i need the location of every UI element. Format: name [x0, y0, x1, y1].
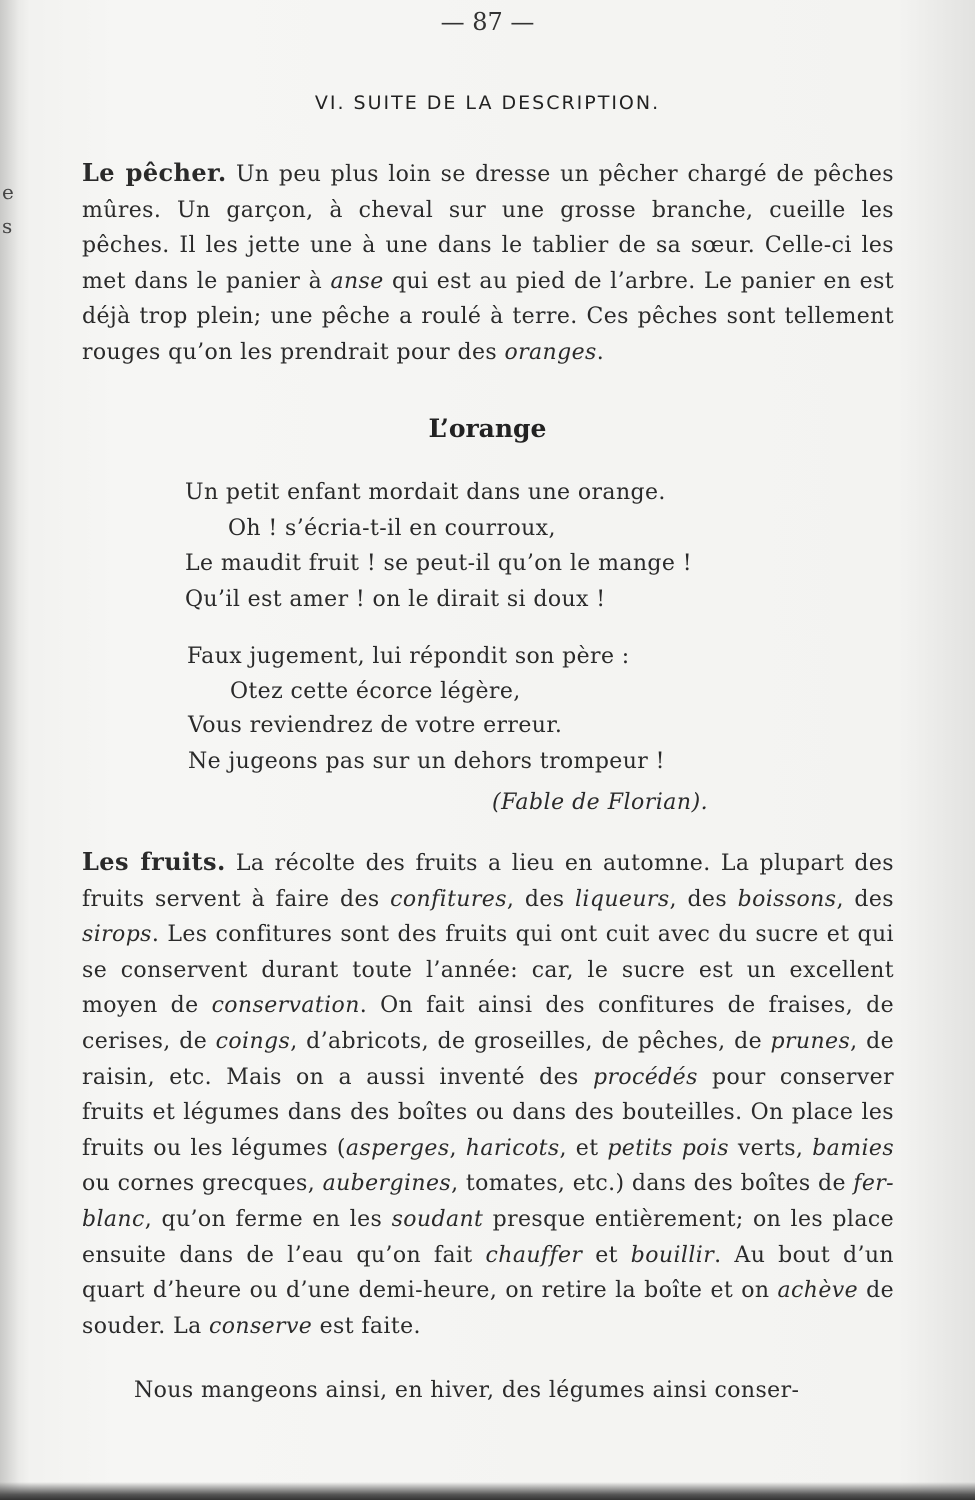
margin-fragment: s	[2, 214, 13, 238]
italic-term: chauffer	[485, 1242, 583, 1268]
poem-line: Vous reviendrez de votre erreur.	[188, 713, 563, 738]
italic-term: sirops	[82, 922, 152, 948]
section-title-peach: Le pêcher.	[82, 158, 227, 187]
italic-term: haricots	[465, 1135, 560, 1161]
paragraph-text: , qu’on ferme en les	[144, 1206, 392, 1232]
paragraph-text: ,	[449, 1135, 466, 1161]
italic-term: conservation	[211, 993, 360, 1019]
paragraph-text: pour conserver fruits et légumes dans des boîtes ou dans des bouteilles. On place les fruits ou les légumes (	[82, 1064, 894, 1161]
margin-fragment: e	[2, 180, 14, 204]
italic-term: fer-blanc	[82, 1171, 895, 1232]
section-title-fruits: Les fruits.	[82, 847, 226, 876]
paragraph-last-line: Nous mangeons ainsi, en hiver, des légumes ainsi conser-	[134, 1378, 800, 1403]
italic-term: coings	[215, 1028, 291, 1054]
paragraph-fruits	[82, 844, 894, 1344]
paragraph-text: est faite.	[312, 1313, 421, 1339]
paragraph-text: , des	[506, 886, 575, 912]
paragraph-text: ou cornes grecques,	[82, 1171, 323, 1197]
paragraph-text: .	[596, 339, 605, 365]
paragraph-text: verts,	[728, 1135, 813, 1161]
page-number: — 87 —	[440, 8, 535, 36]
paragraph-text: qui est au pied de l’arbre. Le panier en est déjà trop plein; une pêche a roulé à terre. Ces pêches sont tellement rouges qu’on les prendrait pour des	[82, 268, 894, 365]
poem-line: Le maudit fruit ! se peut-il qu’on le mange !	[185, 551, 692, 576]
poem-line: Un petit enfant mordait dans une orange.	[185, 480, 666, 505]
chapter-heading: VI. SUITE DE LA DESCRIPTION.	[314, 92, 661, 114]
italic-term: boissons	[737, 886, 837, 912]
paragraph-text: , des	[669, 886, 738, 912]
italic-term: anse	[330, 268, 384, 294]
page-bottom-edge	[0, 1482, 975, 1500]
italic-term: prunes	[770, 1028, 851, 1054]
italic-term: achève	[777, 1278, 858, 1304]
poem-line: Qu’il est amer ! on le dirait si doux !	[185, 587, 606, 612]
italic-term: liqueurs	[574, 886, 670, 912]
paragraph-text: , et	[559, 1135, 608, 1161]
italic-term: procédés	[592, 1064, 698, 1090]
italic-term: oranges	[504, 339, 597, 365]
paragraph-text: . On fait ainsi des confitures de fraises, de cerises, de	[82, 993, 894, 1054]
poem-title: L’orange	[428, 414, 547, 443]
italic-term: bamies	[812, 1135, 895, 1161]
paragraph-text: . Les confitures sont des fruits qui ont cuit avec du sucre et qui se conservent durant toute l’année: car, le sucre est un excellent moyen de	[82, 922, 894, 1019]
poem-line: Ne jugeons pas sur un dehors trompeur !	[188, 749, 665, 774]
paragraph-text: et	[582, 1242, 631, 1268]
italic-term: asperges	[345, 1135, 450, 1161]
italic-term: conserve	[209, 1313, 313, 1339]
poem-line: Faux jugement, lui répondit son père :	[187, 644, 630, 669]
italic-term: bouillir	[630, 1242, 715, 1268]
paragraph-text: , d’abricots, de groseilles, de pêches, de	[290, 1028, 771, 1054]
paragraph-text: , des	[836, 886, 894, 912]
paragraph-peach	[82, 155, 894, 371]
italic-term: petits pois	[607, 1135, 729, 1161]
paragraph-text: , tomates, etc.) dans des boîtes de	[451, 1171, 854, 1197]
poem-attribution: (Fable de Florian).	[492, 790, 709, 815]
paragraph-text: , de raisin, etc. Mais on a aussi inventé des	[82, 1028, 894, 1090]
paragraph-text: La récolte des fruits a lieu en automne. La plupart des fruits servent à faire des	[82, 851, 894, 912]
paragraph-text: de souder. La	[82, 1278, 894, 1339]
poem-line: Oh ! s’écria-t-il en courroux,	[228, 516, 556, 541]
italic-term: soudant	[391, 1206, 484, 1232]
italic-term: aubergines	[322, 1171, 452, 1197]
italic-term: confitures	[390, 886, 507, 912]
poem-line: Otez cette écorce légère,	[230, 679, 521, 704]
paragraph-text: Un peu plus loin se dresse un pêcher chargé de pêches mûres. Un garçon, à cheval sur une grosse branche, cueille les pêches. Il les jette une à une dans le tablier de sa sœur. Celle-ci les met dans le panier à	[82, 162, 894, 294]
paragraph-text: presque entièrement; on les place ensuite dans de l’eau qu’on fait	[82, 1206, 894, 1268]
paragraph-text: . Au bout d’un quart d’heure ou d’une demi-heure, on retire la boîte et on	[82, 1242, 894, 1304]
